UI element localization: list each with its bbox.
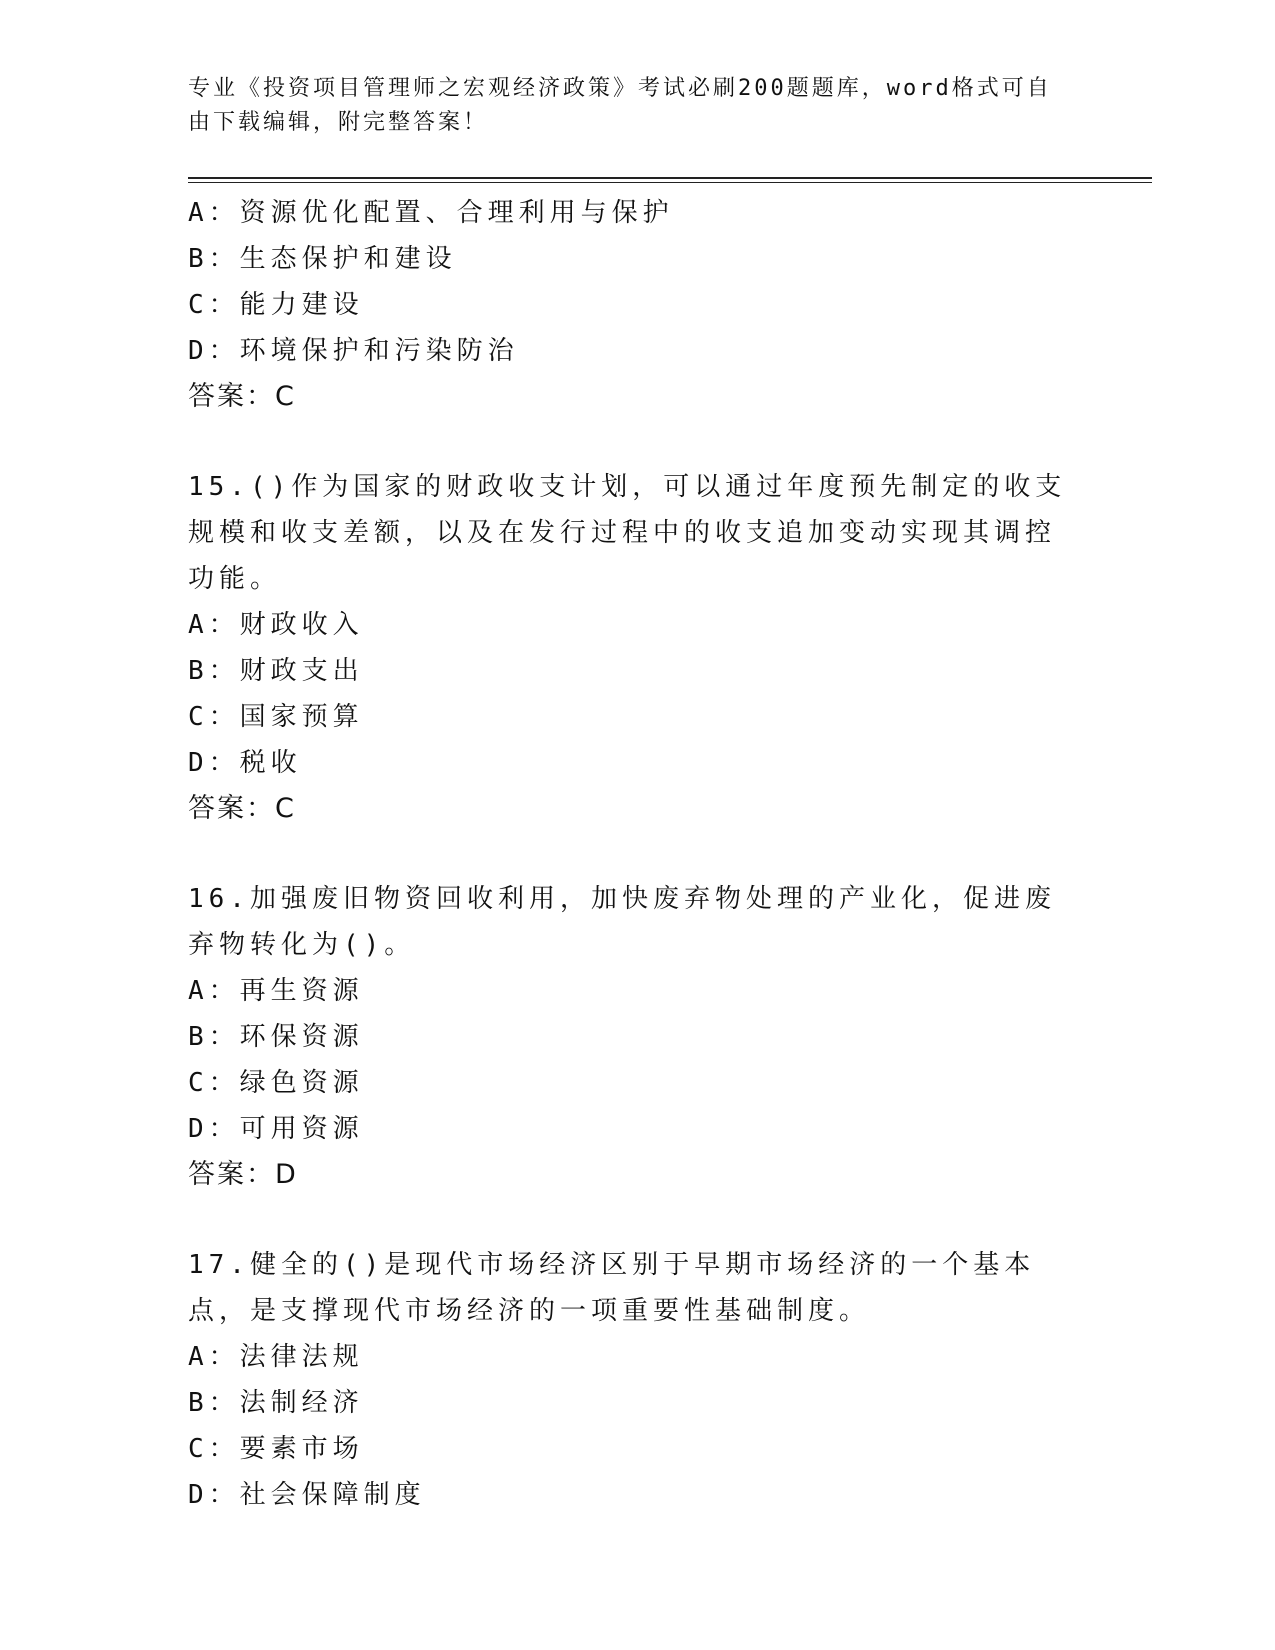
header-divider — [188, 177, 1152, 179]
option-a: A：再生资源 — [188, 976, 364, 1006]
question-block-14 — [188, 190, 1068, 420]
question-stem: 17.健全的()是现代市场经济区别于早期市场经济的一个基本点，是支撑现代市场经济的一项重要性基础制度。 — [188, 1250, 1036, 1326]
option-b: B：财政支出 — [188, 656, 364, 686]
option-c: C：能力建设 — [188, 290, 364, 320]
option-d: D：环境保护和污染防治 — [188, 336, 519, 366]
option-d: D：社会保障制度 — [188, 1480, 426, 1510]
option-b: B：环保资源 — [188, 1022, 364, 1052]
question-stem: 16.加强废旧物资回收利用，加快废弃物处理的产业化，促进废弃物转化为()。 — [188, 884, 1056, 960]
answer-line: 答案：C — [188, 793, 296, 824]
option-b: B：生态保护和建设 — [188, 244, 457, 274]
option-c: C：绿色资源 — [188, 1068, 364, 1098]
question-list — [188, 190, 1068, 1518]
option-a: A：资源优化配置、合理利用与保护 — [188, 198, 674, 228]
question-block-17 — [188, 1242, 1068, 1518]
option-c: C：要素市场 — [188, 1434, 364, 1464]
option-a: A：财政收入 — [188, 610, 364, 640]
question-block-16 — [188, 876, 1068, 1198]
option-a: A：法律法规 — [188, 1342, 364, 1372]
question-stem: 15.()作为国家的财政收支计划，可以通过年度预先制定的收支规模和收支差额，以及在发行过程中的收支追加变动实现其调控功能。 — [188, 472, 1067, 594]
option-d: D：税收 — [188, 748, 302, 778]
answer-line: 答案：D — [188, 1159, 298, 1190]
document-header: 专业《投资项目管理师之宏观经济政策》考试必刷200题题库，word格式可自由下载编辑，附完整答案！ — [188, 76, 1052, 135]
option-d: D：可用资源 — [188, 1114, 364, 1144]
option-c: C：国家预算 — [188, 702, 364, 732]
question-block-15 — [188, 464, 1068, 832]
answer-line: 答案：C — [188, 381, 296, 412]
header-divider-secondary — [188, 182, 1152, 183]
option-b: B：法制经济 — [188, 1388, 364, 1418]
